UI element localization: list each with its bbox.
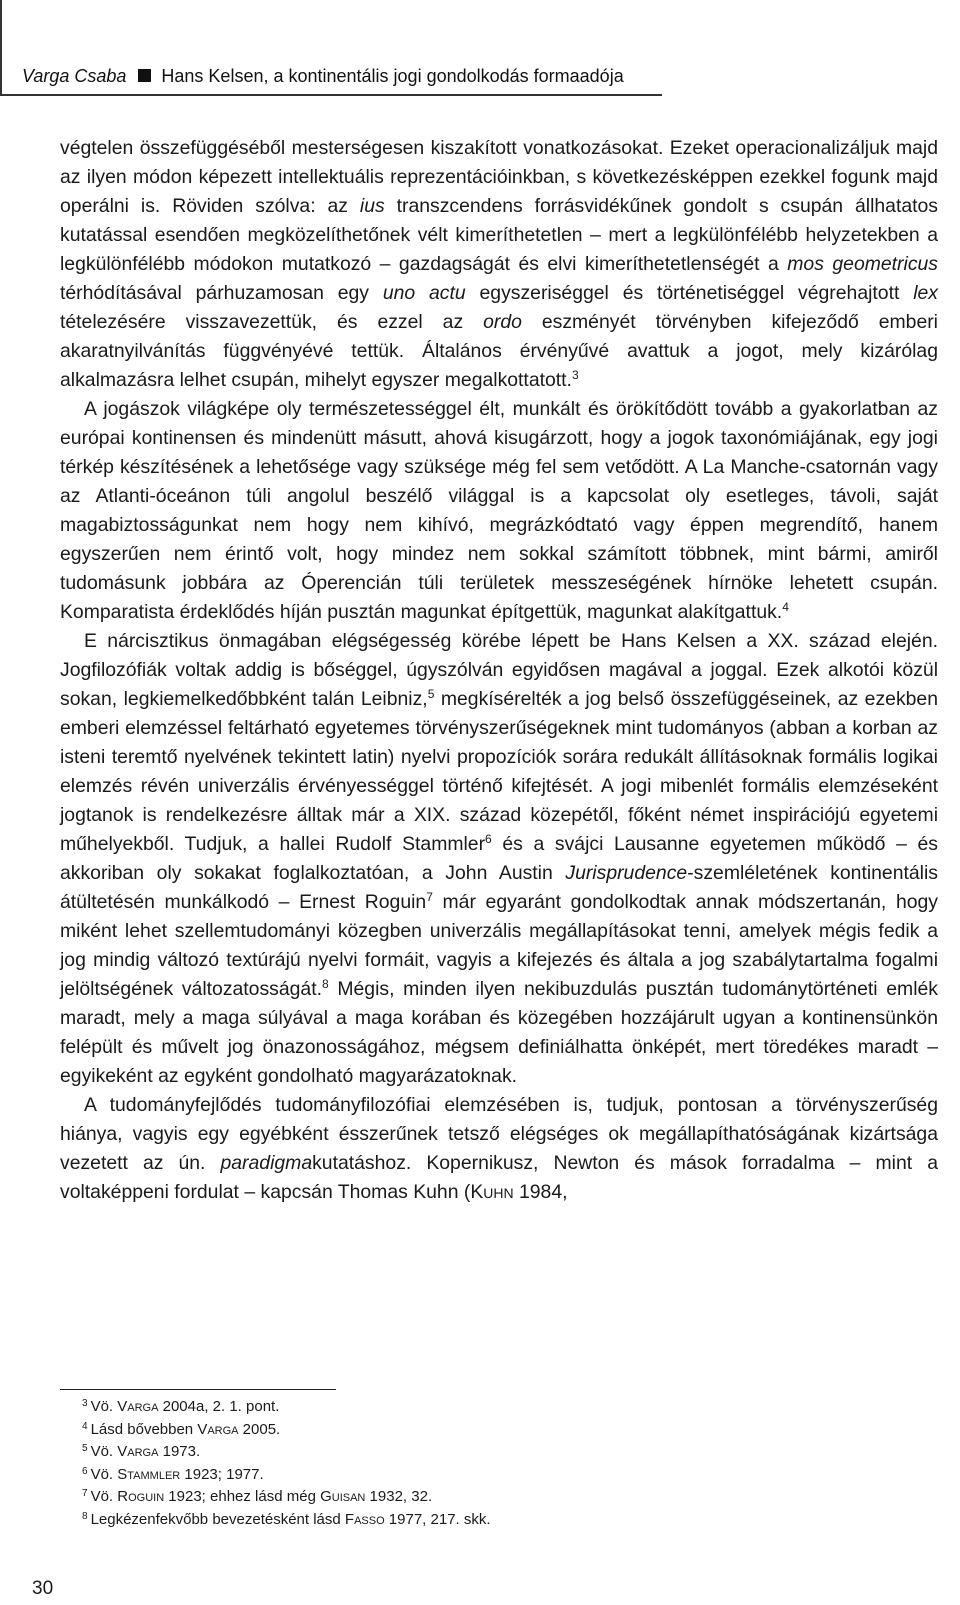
footnote-number: 5	[82, 1443, 88, 1454]
text-run: eszményét törvényben kifejeződő emberi akaratnyilvánítás függvényévé tettük. Általános érvényűvé avattuk a jogot, mely kizárólag alkalmazásra lelhet csupán, mihelyt egyszer megalkottatott.	[60, 311, 938, 391]
text-run: Vö.	[90, 1465, 118, 1483]
text-run: és a svájci Lausanne egyetemen működő – és akkoriban oly sokakat foglalkoztatóan, a John Austin	[60, 833, 938, 884]
italic-term: uno actu	[382, 282, 466, 304]
text-run: transzcendens forrásvidékűnek gondolt s csupán állhatatos kutatással esendően megközelíthetőnek vélt kimeríthetetlen – mert a legkülönfélébb helyzetekben a legkülönfélébb módokon mutatkozó – gazdagságát és elvi kimeríthetetlenségét a	[60, 195, 938, 275]
text-run: Legkézenfekvőbb bevezetésként lásd	[90, 1510, 345, 1528]
running-header	[22, 66, 624, 87]
page-number: 30	[32, 1578, 54, 1599]
small-caps-name: Varga	[197, 1420, 239, 1438]
text-run: megkísérelték a jog belső összefüggéseinek, az ezekben emberi elemzéssel feltárható egyetemes törvényszerűségeknek mint tudományos (abban a korban az isteni teremtő nyelvének tekintett latin) nyelvi propozíciók sorára redukált állításoknak formális logikai elemzés révén univerzális érvényességgel történő kifejtését. A jogi mibenlét formális elemzéseként jogtanok is rendelkezésre álltak már a XIX. század közepétől, főként német inspirációjú egyetemi műhelyekből. Tudjuk, a hallei Rudolf Stammler	[60, 688, 938, 855]
text-run: kutatáshoz. Kopernikusz, Newton és mások forradalma – mint a voltaképpeni fordulat – kapcsán Thomas Kuhn (	[60, 1152, 938, 1203]
text-run: térhódításával párhuzamosan egy	[60, 282, 383, 304]
body-text	[60, 134, 938, 1207]
footnote-number: 3	[82, 1398, 88, 1409]
header-title: Hans Kelsen, a kontinentális jogi gondolkodás formaadója	[161, 66, 624, 86]
footnote-ref: 6	[485, 832, 492, 846]
text-run: Vö.	[90, 1443, 118, 1460]
paragraph-2	[60, 395, 938, 627]
text-run: A jogászok világképe oly természetességgel élt, munkált és örökítődött tovább a gyakorlatban az európai kontinensen és mindenütt másutt, ahová kisugárzott, hogy a jogok taxonómiájának, egy jogi térkép készítésének a lehetősége vagy szüksége még fel sem vetődött. A La Manche-csatornán vagy az Atlanti-óceánon túli angolul beszélő világgal is a kapcsolat oly esetleges, távoli, saját magabiztosságunkat nem hogy nem kihívó, megrázkódtató vagy éppen megrendítő, hanem egyszerűen nem érintő volt, hogy mindez nem sokkal számított többnek, mint bármi, amiről tudomásunk jobbára az Óperencián túli területek messzeségének hírnöke lehetett csupán. Komparatista érdeklődés híján pusztán magunkat építgettük, magunkat alakítgattuk.	[60, 398, 938, 623]
footnote-ref: 4	[782, 600, 789, 614]
small-caps-name: Fasso	[344, 1510, 385, 1528]
italic-term: ordo	[483, 311, 522, 333]
footnote	[82, 1419, 491, 1442]
text-run: Vö.	[90, 1398, 118, 1415]
footnote-ref: 8	[322, 977, 329, 991]
text-run: végtelen összefüggéséből mesterségesen kiszakított vonatkozásokat. Ezeket operacionalizáljuk majd az ilyen módon képezett intellektuális reprezentációinkban, s következésképpen ezekkel fogunk majd operálni is. Röviden szólva: az	[60, 137, 938, 217]
text-run: Lásd bővebben	[90, 1420, 198, 1438]
footnote	[82, 1509, 491, 1532]
text-run: 2005.	[238, 1420, 281, 1438]
page-frame-left-rule	[0, 0, 2, 96]
small-caps-name: Roguin	[117, 1488, 165, 1505]
footnote-number: 8	[82, 1510, 88, 1522]
text-run: A tudományfejlődés tudományfilozófiai elemzésében is, tudjuk, pontosan a törvényszerűség hiánya, vagyis egy egyébként ésszerűnek tetsző elégséges ok megállapíthatóságának kizártsága vezetett az ún.	[60, 1094, 938, 1174]
text-run: 1977, 217. skk.	[384, 1510, 491, 1528]
footnote	[82, 1464, 491, 1487]
text-run: E nárcisztikus önmagában elégségesség körébe lépett be Hans Kelsen a XX. század elején. Jogfilozófiák voltak addig is bőséggel, úgyszólván egyidősen magával a joggal. Ezek alkotói közül sokan, legkiemelkedőbbként talán Leibniz,	[60, 630, 938, 710]
text-run: Mégis, minden ilyen nekibuzdulás pusztán tudománytörténeti emlék maradt, mely a maga súlyával a maga korában és közegében hozzájárult ugyan a kontinensünkön felépült és művelt jog önazonosságához, mégsem definiálhatta önképét, mert töredékes maradt – egyikeként az egyként gondolható magyarázatoknak.	[60, 978, 938, 1087]
footnote	[82, 1441, 491, 1464]
paragraph-1	[60, 134, 938, 395]
small-caps-name: Guisan	[320, 1488, 366, 1505]
text-run: egyszeriséggel és történetiséggel végrehajtott	[465, 282, 914, 304]
footnote	[82, 1396, 491, 1419]
small-caps-name: Kuhn	[470, 1181, 514, 1203]
small-caps-name: Stammler	[117, 1465, 181, 1483]
text-run: 1973.	[158, 1443, 201, 1460]
footnote-number: 4	[82, 1420, 88, 1432]
text-run: -szemléletének kontinentális átültetésén munkálkodó – Ernest Roguin	[60, 862, 938, 913]
footnote-separator	[60, 1389, 336, 1390]
footnote-ref: 5	[427, 687, 435, 701]
header-rule	[0, 94, 662, 96]
footnote-ref: 3	[571, 368, 579, 382]
italic-term: lex	[913, 282, 938, 304]
paragraph-4	[60, 1091, 938, 1207]
paragraph-3	[60, 627, 938, 1091]
text-run: Vö.	[90, 1488, 118, 1505]
text-run: 1984,	[513, 1181, 568, 1203]
text-run: 2004a, 2. 1. pont.	[158, 1398, 280, 1415]
small-caps-name: Varga	[117, 1443, 159, 1460]
footnote-ref: 7	[426, 890, 433, 904]
text-run: 1923; ehhez lásd még	[164, 1488, 321, 1505]
header-author: Varga Csaba	[22, 66, 127, 86]
text-run: 1923; 1977.	[180, 1465, 264, 1483]
text-run: tételezésére visszavezettük, és ezzel az	[60, 311, 484, 333]
footnote-number: 7	[82, 1488, 88, 1499]
italic-term: paradigma	[220, 1152, 313, 1174]
footnotes	[82, 1396, 491, 1531]
italic-term: mos geometricus	[787, 253, 938, 275]
text-run: 1932, 32.	[365, 1488, 433, 1505]
footnote-number: 6	[82, 1465, 88, 1477]
text-run: már egyaránt gondolkodtak annak módszertanán, hogy miként lehet szellemtudományi közegben univerzális megállapításokat tenni, amelyek mégis fedik a jog mindig változó textúrájú nyelvi formáit, vagyis a kifejezés és általa a jog szabálytartalma fogalmi jelöltségének változatosságát.	[60, 891, 938, 1000]
square-bullet-icon	[138, 69, 151, 82]
italic-term: ius	[359, 195, 385, 217]
small-caps-name: Varga	[117, 1398, 159, 1415]
italic-term: Jurisprudence	[565, 862, 688, 884]
footnote	[82, 1486, 491, 1509]
